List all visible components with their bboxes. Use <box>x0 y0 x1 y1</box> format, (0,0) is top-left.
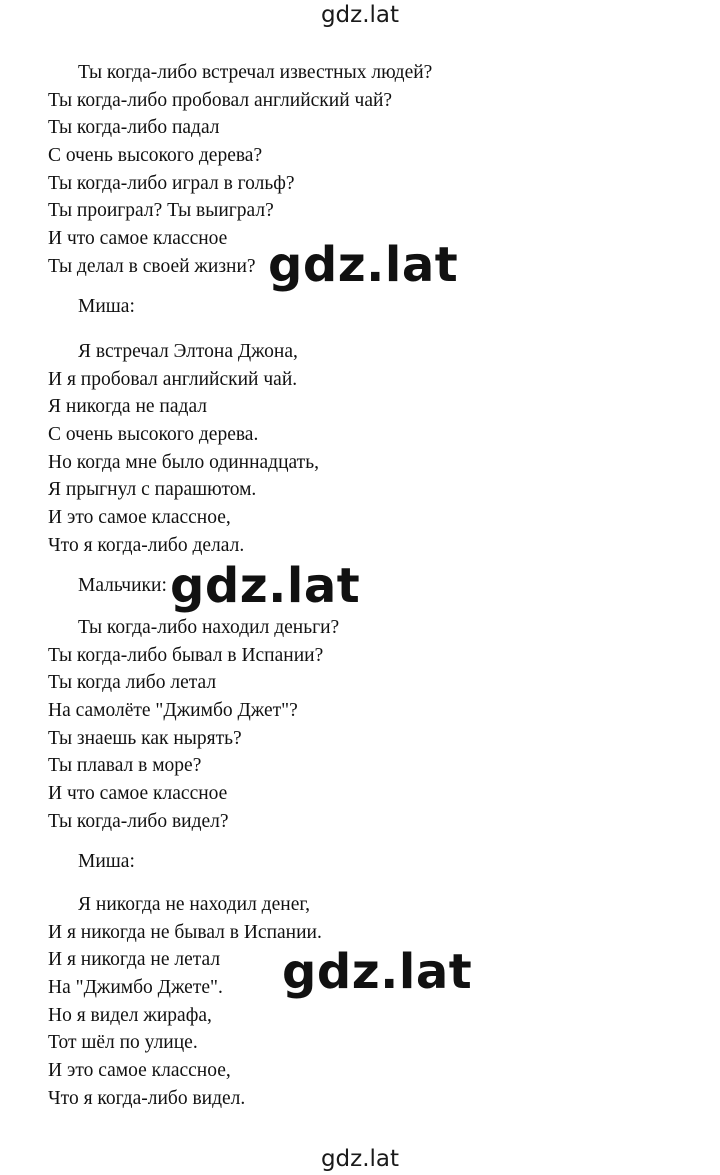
verse-line: И я никогда не летал <box>48 949 221 971</box>
stanza-boys-2 <box>48 614 648 836</box>
verse-line: Ты когда-либо падал <box>48 117 220 139</box>
watermark-footer: gdz.lat <box>320 1146 400 1172</box>
verse-line: Ты когда-либо находил деньги? <box>78 617 340 638</box>
verse-line: И я никогда не бывал в Испании. <box>48 921 322 943</box>
verse-line: Что я когда-либо видел. <box>48 1087 246 1109</box>
speaker-label-boys: Мальчики: <box>78 575 167 596</box>
verse-line: Ты когда либо летал <box>48 672 217 694</box>
verse-line: С очень высокого дерева? <box>48 145 263 167</box>
verse-line: Ты когда-либо встречал известных людей? <box>78 62 433 83</box>
verse-line: И я пробовал английский чай. <box>48 368 298 390</box>
verse-line: Я никогда не падал <box>48 396 207 418</box>
verse-line: И это самое классное, <box>48 1060 231 1082</box>
verse-line: Ты когда-либо играл в гольф? <box>48 172 295 194</box>
watermark-header: gdz.lat <box>320 2 400 28</box>
verse-line: Ты когда-либо бывал в Испании? <box>48 644 324 666</box>
verse-line: На "Джимбо Джете". <box>48 977 223 999</box>
watermark-overlay: gdz.lat <box>268 237 459 293</box>
verse-line: На самолёте "Джимбо Джет"? <box>48 700 298 722</box>
stanza-misha-2 <box>48 891 648 1113</box>
verse-line: Но когда мне было одиннадцать, <box>48 451 319 473</box>
speaker-label-misha: Миша: <box>78 296 135 317</box>
verse-line: Но я видел жирафа, <box>48 1004 212 1026</box>
verse-line: Ты когда-либо видел? <box>48 810 229 832</box>
verse-line: Тот шёл по улице. <box>48 1032 198 1054</box>
verse-line: С очень высокого дерева. <box>48 424 259 446</box>
verse-line: Я встречал Элтона Джона, <box>78 341 298 362</box>
verse-line: И что самое классное <box>48 783 228 805</box>
verse-line: Ты делал в своей жизни? <box>48 255 256 277</box>
watermark-overlay: gdz.lat <box>282 944 473 1000</box>
watermark-overlay: gdz.lat <box>170 558 361 614</box>
verse-line: Что я когда-либо делал. <box>48 534 245 556</box>
verse-line: Ты когда-либо пробовал английский чай? <box>48 89 393 111</box>
verse-line: Я прыгнул с парашютом. <box>48 479 257 501</box>
stanza-misha-1 <box>48 338 648 560</box>
verse-line: Ты плавал в море? <box>48 755 202 777</box>
verse-line: И это самое классное, <box>48 507 231 529</box>
verse-line: И что самое классное <box>48 228 228 250</box>
verse-line: Ты знаешь как нырять? <box>48 727 242 749</box>
verse-line: Ты проиграл? Ты выиграл? <box>48 200 274 222</box>
verse-line: Я никогда не находил денег, <box>78 894 311 915</box>
speaker-label-misha: Миша: <box>78 851 135 872</box>
